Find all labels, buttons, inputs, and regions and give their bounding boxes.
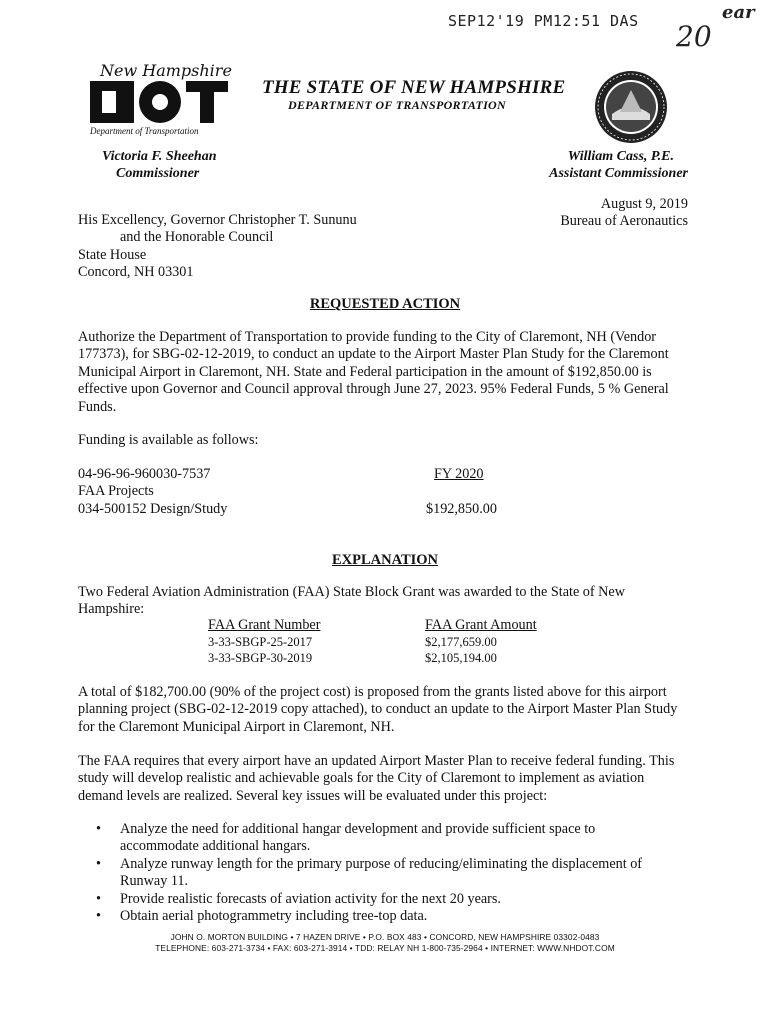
grant-amount-cell: $2,177,659.00 [425, 635, 497, 649]
grant-number-cell: 3-33-SBGP-30-2019 [208, 651, 313, 665]
funding-intro: Funding is available as follows: [78, 432, 259, 448]
letter-date: August 9, 2019 [600, 196, 688, 212]
account-program: FAA Projects [78, 483, 154, 500]
explanation-paragraph-2: A total of $182,700.00 (90% of the project cost) is proposed from the grants listed above for this airport planning project (SBG-02-12-2019 copy attached), to conduct an update to the Airport Master Plan Study for the Claremont Municipal Airport in Claremont, NH. [78, 684, 678, 735]
state-seal [594, 70, 668, 144]
list-item: • Analyze the need for additional hangar development and provide sufficient space to accommodate additional hangars. [78, 821, 678, 856]
assistant-name: William Cass, P.E. [567, 149, 674, 164]
grant-amount-header: FAA Grant Amount [425, 617, 537, 633]
assistant-commissioner-block [549, 148, 688, 182]
dateline [560, 196, 688, 231]
bureau-name: Bureau of Aeronautics [560, 213, 688, 230]
list-item: • Obtain aerial photogrammetry including tree-top data. [78, 908, 678, 925]
grant-amount-cell: $2,105,194.00 [425, 651, 497, 665]
list-item: • Provide realistic forecasts of aviation activity for the next 20 years. [78, 891, 678, 908]
nhdot-logo [90, 79, 230, 125]
funding-amount: $192,850.00 [426, 501, 497, 517]
letterhead-footer [100, 932, 670, 954]
state-title: THE STATE OF NEW HAMPSHIRE [262, 77, 566, 98]
issue-list [78, 821, 678, 925]
commissioner-name: Victoria F. Sheehan [102, 149, 217, 164]
grant-number-cell: 3-33-SBGP-25-2017 [208, 635, 313, 649]
footer-address: JOHN O. MORTON BUILDING • 7 HAZEN DRIVE • P.O. BOX 483 • CONCORD, NEW HAMPSHIRE 03302-0483 [170, 932, 600, 942]
fiscal-year: FY 2020 [434, 466, 484, 482]
account-number: 04-96-96-960030-7537 [78, 466, 211, 482]
received-stamp: SEP12'19 PM12:51 DAS [448, 12, 639, 30]
addressee-line: State House [78, 246, 147, 263]
handwritten-initials: ear [722, 2, 755, 23]
account-class: 034-500152 Design/Study [78, 500, 228, 517]
requested-action-heading: REQUESTED ACTION [309, 296, 461, 312]
addressee-line: His Excellency, Governor Christopher T. Sununu [78, 212, 357, 228]
assistant-title: Assistant Commissioner [549, 166, 688, 181]
footer-contact: TELEPHONE: 603-271-3734 • FAX: 603-271-3914 • TDD: RELAY NH 1-800-735-2964 • INTERNET: WWW.NHDOT.COM [155, 943, 615, 953]
department-title: DEPARTMENT OF TRANSPORTATION [288, 98, 506, 112]
logo-caption: Department of Transportation [90, 126, 199, 136]
list-item: • Analyze runway length for the primary purpose of reducing/eliminating the displacement of Runway 11. [78, 856, 678, 891]
commissioner-block [102, 148, 217, 182]
explanation-intro: Two Federal Aviation Administration (FAA) State Block Grant was awarded to the State of New Hampshire: [78, 584, 625, 618]
explanation-paragraph-3: The FAA requires that every airport have an updated Airport Master Plan to receive federal funding. This study will develop realistic and achievable goals for the City of Claremont to implement as aviation demand levels are realized. Several key issues will be evaluated under this project: [78, 753, 675, 804]
logo-script-text: New Hampshire [100, 61, 232, 80]
commissioner-title: Commissioner [116, 166, 200, 181]
account-lines [78, 466, 227, 518]
requested-action-body: Authorize the Department of Transportation to provide funding to the City of Claremont, NH (Vendor 177373), for SBG-02-12-2019, to conduct an update to the Airport Master Plan Study for the Claremont Municipal Airport in Claremont, NH. State and Federal participation in the amount of $192,850.00 is effective upon Governor and Council approval through June 27, 2023. 95% Federal Funds, 5 % General Funds. [78, 329, 669, 415]
handwritten-number: 20 [676, 20, 712, 53]
addressee-line: Concord, NH 03301 [78, 264, 194, 281]
grant-number-header: FAA Grant Number [208, 617, 321, 633]
addressee-line: and the Honorable Council [120, 229, 274, 246]
addressee-block [78, 212, 357, 282]
explanation-heading: EXPLANATION [331, 552, 439, 568]
